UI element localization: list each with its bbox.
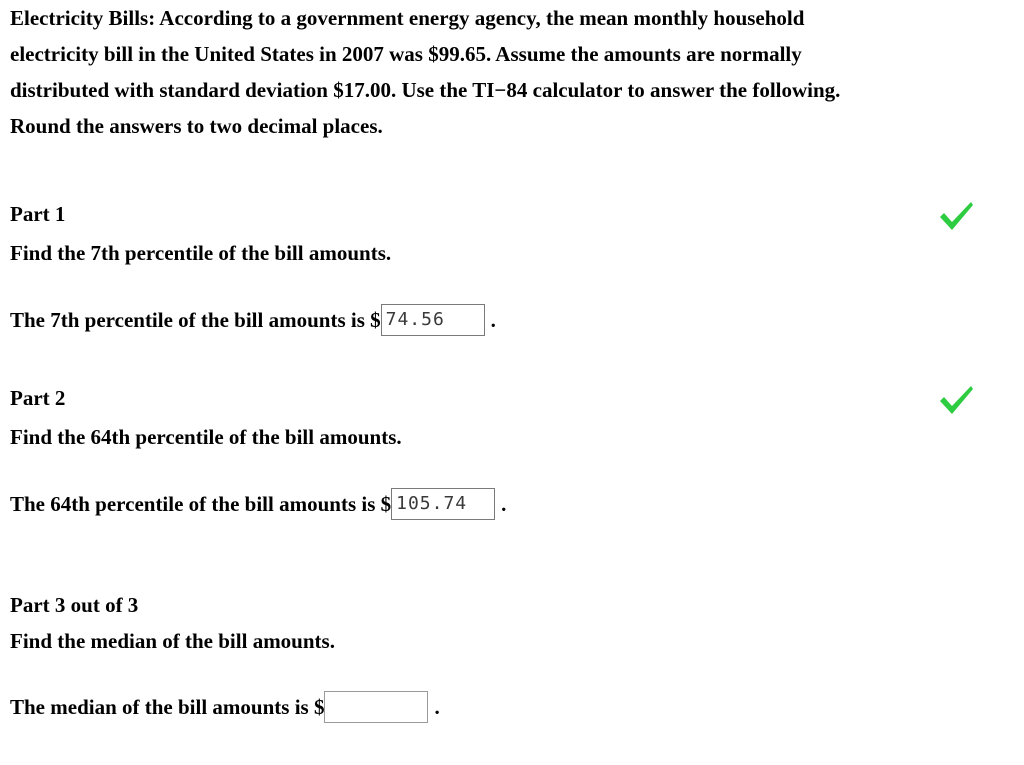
- check-icon: [938, 200, 974, 232]
- problem-line-2: electricity bill in the United States in 2007 was $99.65. Assume the amounts are normally: [10, 42, 802, 66]
- part-3-answer-prefix: The median of the bill amounts is $: [10, 695, 325, 719]
- part-1-heading: Part 1: [10, 202, 66, 226]
- part-3-question: Find the median of the bill amounts.: [10, 629, 335, 653]
- part-1-question: Find the 7th percentile of the bill amounts.: [10, 241, 392, 265]
- part-2-answer-line: [10, 487, 506, 521]
- part-1-answer-line: [10, 303, 496, 337]
- problem-line-3: distributed with standard deviation $17.00. Use the TI−84 calculator to answer the following.: [10, 78, 841, 102]
- problem-statement: [10, 0, 1010, 144]
- part-2-answer-input[interactable]: 105.74: [391, 488, 495, 520]
- part-3-answer-suffix: .: [434, 695, 440, 719]
- problem-line-4: Round the answers to two decimal places.: [10, 114, 383, 138]
- part-1-answer-prefix: The 7th percentile of the bill amounts is $: [10, 308, 381, 332]
- part-3-answer-input[interactable]: [324, 691, 428, 723]
- part-2-question: Find the 64th percentile of the bill amounts.: [10, 425, 402, 449]
- part-3-heading: Part 3 out of 3: [10, 593, 139, 617]
- part-2-answer-prefix: The 64th percentile of the bill amounts is $: [10, 492, 392, 516]
- part-1-answer-input[interactable]: 74.56: [381, 304, 485, 336]
- part-3-answer-line: [10, 690, 440, 724]
- part-2-heading: Part 2: [10, 386, 66, 410]
- part-2-answer-suffix: .: [501, 492, 507, 516]
- part-1-answer-suffix: .: [490, 308, 496, 332]
- problem-line-1: Electricity Bills: According to a government energy agency, the mean monthly household: [10, 6, 805, 30]
- check-icon: [938, 384, 974, 416]
